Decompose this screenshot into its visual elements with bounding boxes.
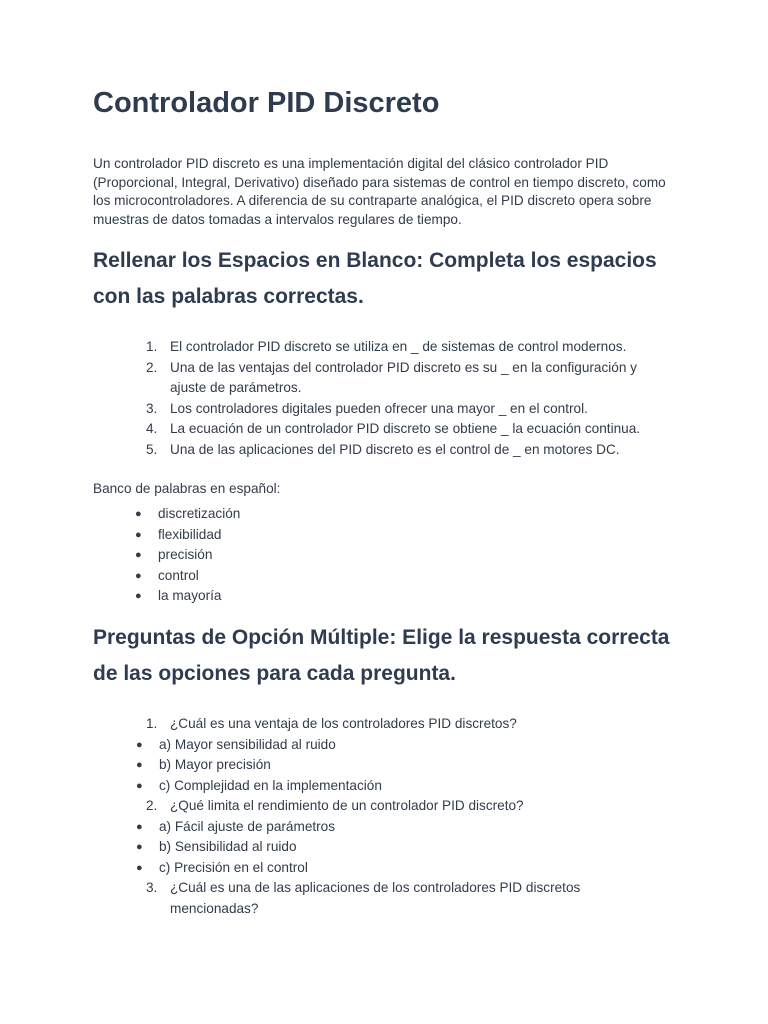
- bullet-icon: ●: [136, 841, 143, 853]
- fill-blanks-heading: Rellenar los Espacios en Blanco: Completa los espacios con las palabras correctas.: [93, 249, 657, 308]
- option-text: a) Fácil ajuste de parámetros: [159, 818, 336, 834]
- word-bank-item: [93, 586, 240, 607]
- list-item: [93, 399, 670, 420]
- option-item: [93, 776, 659, 797]
- option-text: b) Mayor precisión: [159, 757, 271, 772]
- question-number: 3.: [146, 880, 158, 895]
- list-item: [93, 440, 670, 461]
- word-bank-list: [93, 504, 240, 607]
- option-item: [93, 735, 659, 756]
- bullet-icon: ●: [136, 738, 143, 751]
- question-number: 2.: [146, 798, 158, 813]
- option-text: c) Complejidad en la implementación: [159, 777, 382, 793]
- word-bank-item: [93, 504, 240, 525]
- option-item: [93, 755, 659, 776]
- bullet-icon: ●: [135, 590, 142, 602]
- word-bank-item: [93, 566, 240, 587]
- fill-blanks-list: [93, 337, 670, 460]
- question-item: [93, 796, 670, 878]
- question-text: ¿Cuál es una de las aplicaciones de los controladores PID discretos mencionadas?: [170, 880, 581, 916]
- bullet-icon: ●: [136, 759, 143, 771]
- options-list: [136, 735, 670, 797]
- intro-paragraph: Un controlador PID discreto es una implementación digital del clásico controlador PID (Proporcional, Integral, Derivativo) diseñado para sistemas de control en tiempo discreto, como los microcontroladores. A diferencia de su contraparte analógica, el PID discreto opera sobre muestras de datos tomadas a intervalos regulares de tiempo.: [93, 156, 666, 228]
- option-item: [93, 837, 659, 858]
- word-bank-item: [93, 545, 240, 566]
- word-bank-label: Banco de palabras en español:: [93, 481, 281, 496]
- option-item: [93, 817, 659, 838]
- question-text: ¿Cuál es una ventaja de los controladores PID discretos?: [170, 716, 517, 731]
- bullet-icon: ●: [135, 549, 142, 561]
- bullet-icon: ●: [135, 528, 142, 541]
- word-text: la mayoría: [158, 588, 222, 603]
- multiple-choice-heading: Preguntas de Opción Múltiple: Elige la respuesta correcta de las opciones para cada pregunta.: [93, 626, 670, 685]
- bullet-icon: ●: [136, 820, 143, 833]
- multiple-choice-list: [93, 714, 670, 919]
- option-text: b) Sensibilidad al ruido: [159, 839, 297, 854]
- item-number: 1.: [146, 339, 158, 354]
- page-title: Controlador PID Discreto: [93, 87, 440, 119]
- item-number: 5.: [146, 441, 158, 457]
- option-text: c) Precisión en el control: [159, 859, 308, 875]
- question-number: 1.: [146, 716, 158, 731]
- list-item: [93, 419, 670, 440]
- options-list: [136, 817, 670, 879]
- option-item: [93, 858, 659, 879]
- word-text: control: [158, 567, 199, 583]
- item-text: Los controladores digitales pueden ofrecer una mayor _ en el control.: [170, 400, 588, 416]
- question-item: [93, 714, 670, 796]
- bullet-icon: ●: [136, 861, 143, 874]
- bullet-icon: ●: [135, 508, 142, 520]
- item-number: 4.: [146, 421, 158, 436]
- list-item: [93, 358, 670, 399]
- item-number: 3.: [146, 400, 158, 416]
- option-text: a) Mayor sensibilidad al ruido: [159, 736, 336, 752]
- item-text: El controlador PID discreto se utiliza en _ de sistemas de control modernos.: [170, 339, 627, 354]
- question-item: [93, 878, 670, 919]
- item-text: Una de las ventajas del controlador PID discreto es su _ en la configuración y ajuste de parámetros.: [170, 359, 637, 395]
- word-text: flexibilidad: [158, 526, 222, 542]
- bullet-icon: ●: [135, 569, 142, 582]
- word-text: discretización: [158, 506, 241, 521]
- list-item: [93, 337, 670, 358]
- word-text: precisión: [158, 547, 213, 562]
- word-bank-item: [93, 525, 240, 546]
- item-number: 2.: [146, 359, 158, 375]
- bullet-icon: ●: [136, 779, 143, 792]
- item-text: Una de las aplicaciones del PID discreto es el control de _ en motores DC.: [170, 441, 620, 457]
- item-text: La ecuación de un controlador PID discreto se obtiene _ la ecuación continua.: [170, 421, 641, 436]
- question-text: ¿Qué limita el rendimiento de un controlador PID discreto?: [170, 798, 524, 813]
